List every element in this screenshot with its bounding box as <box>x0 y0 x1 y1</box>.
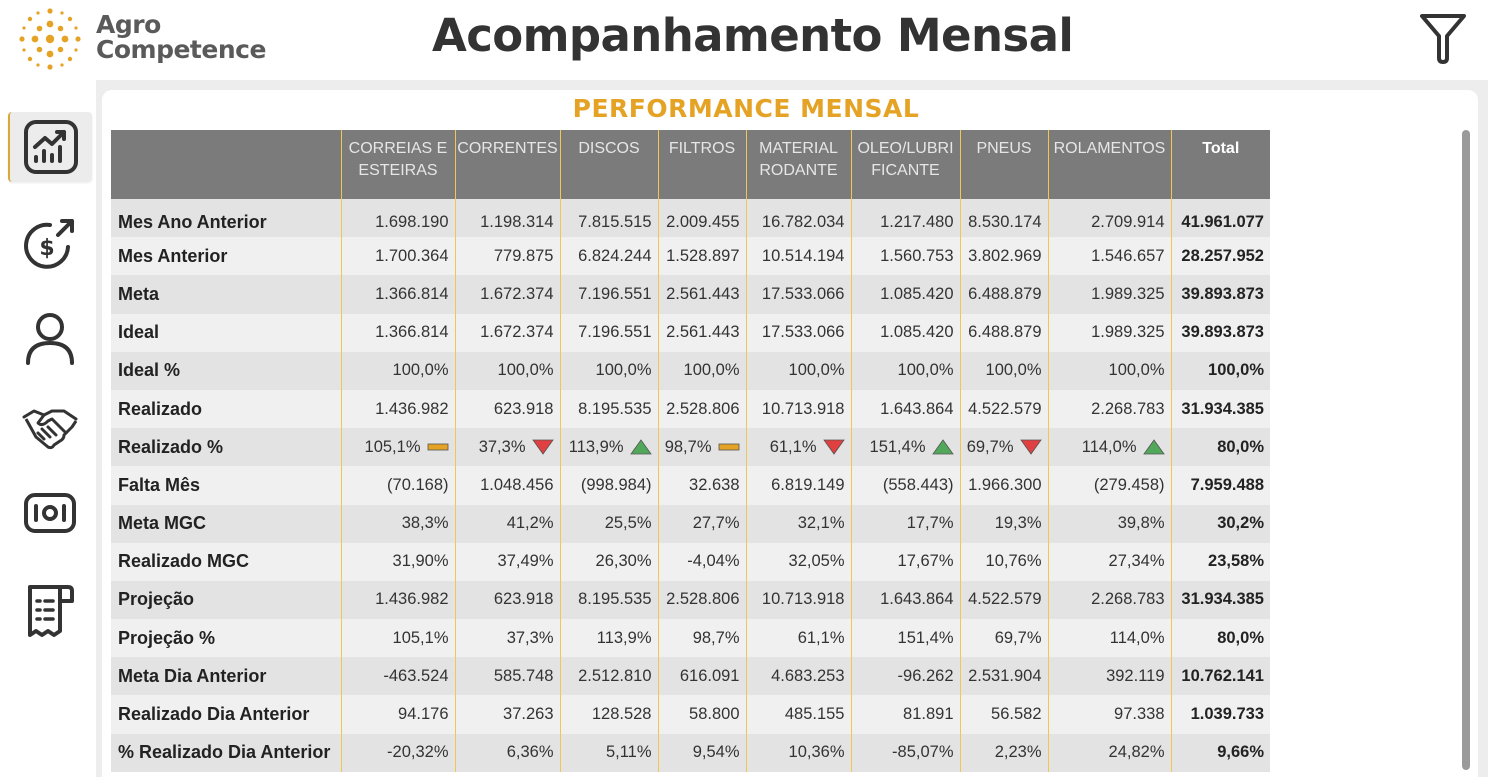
value-cell: 485.155 <box>746 695 851 733</box>
total-cell: 31.934.385 <box>1171 390 1270 428</box>
total-cell: 41.961.077 <box>1171 199 1270 237</box>
table-row[interactable] <box>111 352 1270 390</box>
value-cell: 10,76% <box>960 543 1048 581</box>
kpi-text: 61,1% <box>769 437 817 456</box>
value-cell: 8.195.535 <box>560 581 658 619</box>
value-cell: 100,0% <box>851 352 960 390</box>
total-cell: 30,2% <box>1171 505 1270 543</box>
header-row <box>111 130 1270 199</box>
table-row[interactable] <box>111 390 1270 428</box>
value-cell: 623.918 <box>455 581 560 619</box>
value-cell <box>746 428 851 466</box>
value-cell: 100,0% <box>960 352 1048 390</box>
trend-neutral-icon <box>427 439 449 455</box>
sidebar-item-clients[interactable] <box>8 302 92 372</box>
value-cell: (70.168) <box>341 466 455 504</box>
value-cell: 1.436.982 <box>341 581 455 619</box>
value-cell: 128.528 <box>560 695 658 733</box>
table-row[interactable] <box>111 428 1270 466</box>
value-cell: 4.522.579 <box>960 390 1048 428</box>
value-cell: 1.560.753 <box>851 237 960 275</box>
value-cell <box>341 428 455 466</box>
handshake-icon <box>20 397 80 457</box>
value-cell: 100,0% <box>658 352 746 390</box>
value-cell: 17,67% <box>851 543 960 581</box>
column-header[interactable]: DISCOS <box>560 130 658 199</box>
value-cell: 2.531.904 <box>960 657 1048 695</box>
value-cell: 97.338 <box>1048 695 1171 733</box>
svg-text:$: $ <box>39 236 55 261</box>
value-cell <box>658 428 746 466</box>
column-header[interactable]: MATERIAL RODANTE <box>746 130 851 199</box>
total-cell: 100,0% <box>1171 352 1270 390</box>
value-cell: 6.819.149 <box>746 466 851 504</box>
value-cell: 25,5% <box>560 505 658 543</box>
kpi-value <box>967 438 1042 457</box>
value-cell: 100,0% <box>341 352 455 390</box>
row-label: Meta <box>111 275 341 313</box>
table-row[interactable] <box>111 543 1270 581</box>
trend-neutral-icon <box>718 439 740 455</box>
value-cell <box>960 428 1048 466</box>
card-title: PERFORMANCE MENSAL <box>572 94 920 123</box>
total-cell: 39.893.873 <box>1171 314 1270 352</box>
value-cell: 27,34% <box>1048 543 1171 581</box>
column-header-total[interactable]: Total <box>1171 130 1270 199</box>
kpi-text: 37,3% <box>478 437 526 456</box>
value-cell: 7.815.515 <box>560 199 658 237</box>
value-cell: 1.672.374 <box>455 275 560 313</box>
value-cell: 3.802.969 <box>960 237 1048 275</box>
value-cell: 94.176 <box>341 695 455 733</box>
value-cell: 616.091 <box>658 657 746 695</box>
value-cell: 2.009.455 <box>658 199 746 237</box>
value-cell: 7.196.551 <box>560 275 658 313</box>
value-cell: 100,0% <box>746 352 851 390</box>
value-cell: -4,04% <box>658 543 746 581</box>
row-label: Realizado MGC <box>111 543 341 581</box>
value-cell: -20,32% <box>341 734 455 772</box>
table-row[interactable] <box>111 619 1270 657</box>
value-cell <box>455 428 560 466</box>
sidebar-item-partners[interactable] <box>8 392 92 462</box>
value-cell: 10,36% <box>746 734 851 772</box>
value-cell: (998.984) <box>560 466 658 504</box>
value-cell: 56.582 <box>960 695 1048 733</box>
value-cell: 39,8% <box>1048 505 1171 543</box>
value-cell: 61,1% <box>746 619 851 657</box>
value-cell: 37,3% <box>455 619 560 657</box>
value-cell: 19,3% <box>960 505 1048 543</box>
trend-up-icon <box>1143 439 1165 455</box>
sidebar-item-cash[interactable] <box>8 478 92 548</box>
kpi-text: 98,7% <box>664 437 712 456</box>
value-cell: 1.700.364 <box>341 237 455 275</box>
sidebar-item-orders[interactable] <box>8 574 92 644</box>
value-cell: 4.522.579 <box>960 581 1048 619</box>
total-cell: 9,66% <box>1171 734 1270 772</box>
total-cell: 1.039.733 <box>1171 695 1270 733</box>
value-cell: 6.824.244 <box>560 237 658 275</box>
value-cell: 1.643.864 <box>851 581 960 619</box>
kpi-text: 105,1% <box>364 437 421 456</box>
value-cell: (279.458) <box>1048 466 1171 504</box>
value-cell: 2.528.806 <box>658 390 746 428</box>
value-cell: 41,2% <box>455 505 560 543</box>
table-row[interactable] <box>111 734 1270 772</box>
row-label: Ideal <box>111 314 341 352</box>
value-cell: 2.561.443 <box>658 314 746 352</box>
value-cell: 7.196.551 <box>560 314 658 352</box>
row-label: Mes Anterior <box>111 237 341 275</box>
value-cell: 2.561.443 <box>658 275 746 313</box>
value-cell: 98,7% <box>658 619 746 657</box>
value-cell: 1.966.300 <box>960 466 1048 504</box>
value-cell: 1.546.657 <box>1048 237 1171 275</box>
money-growth-icon <box>20 213 80 273</box>
value-cell: 100,0% <box>560 352 658 390</box>
value-cell: 16.782.034 <box>746 199 851 237</box>
value-cell: -463.524 <box>341 657 455 695</box>
table-row[interactable] <box>111 275 1270 313</box>
row-label: Realizado <box>111 390 341 428</box>
value-cell: 4.683.253 <box>746 657 851 695</box>
kpi-value <box>1082 438 1165 457</box>
sidebar-item-performance[interactable] <box>8 112 92 182</box>
value-cell <box>851 428 960 466</box>
row-label: Realizado % <box>111 428 341 466</box>
chart-growth-icon <box>21 117 81 177</box>
total-cell: 31.934.385 <box>1171 581 1270 619</box>
value-cell: 1.217.480 <box>851 199 960 237</box>
kpi-value <box>665 438 740 457</box>
value-cell: -96.262 <box>851 657 960 695</box>
row-label: % Realizado Dia Anterior <box>111 734 341 772</box>
kpi-text: 151,4% <box>869 437 926 456</box>
value-cell: 1.672.374 <box>455 314 560 352</box>
value-cell: 623.918 <box>455 390 560 428</box>
value-cell: 8.530.174 <box>960 199 1048 237</box>
value-cell: 32,1% <box>746 505 851 543</box>
total-cell: 80,0% <box>1171 619 1270 657</box>
value-cell: 2.268.783 <box>1048 390 1171 428</box>
total-cell: 80,0% <box>1171 428 1270 466</box>
sun-logo-icon <box>14 4 86 74</box>
column-header[interactable]: CORRENTES <box>455 130 560 199</box>
row-label: Meta MGC <box>111 505 341 543</box>
value-cell: 38,3% <box>341 505 455 543</box>
value-cell: 8.195.535 <box>560 390 658 428</box>
value-cell: 100,0% <box>1048 352 1171 390</box>
column-header[interactable]: PNEUS <box>960 130 1048 199</box>
value-cell: 2,23% <box>960 734 1048 772</box>
trend-down-icon <box>823 439 845 455</box>
value-cell: 100,0% <box>455 352 560 390</box>
value-cell: 31,90% <box>341 543 455 581</box>
value-cell: 81.891 <box>851 695 960 733</box>
value-cell: 32,05% <box>746 543 851 581</box>
value-cell: 9,54% <box>658 734 746 772</box>
row-label: Meta Dia Anterior <box>111 657 341 695</box>
total-cell: 10.762.141 <box>1171 657 1270 695</box>
row-label: Realizado Dia Anterior <box>111 695 341 733</box>
corner-header <box>111 130 341 199</box>
row-label: Projeção % <box>111 619 341 657</box>
company-logo <box>14 4 274 74</box>
value-cell: 1.366.814 <box>341 314 455 352</box>
value-cell: 105,1% <box>341 619 455 657</box>
value-cell: 1.528.897 <box>658 237 746 275</box>
total-cell: 28.257.952 <box>1171 237 1270 275</box>
trend-down-icon <box>532 439 554 455</box>
value-cell: 113,9% <box>560 619 658 657</box>
filter-icon <box>1418 12 1468 66</box>
total-cell: 39.893.873 <box>1171 275 1270 313</box>
value-cell: -85,07% <box>851 734 960 772</box>
column-header[interactable]: OLEO/LUBRI FICANTE <box>851 130 960 199</box>
kpi-value <box>569 438 652 457</box>
row-label: Ideal % <box>111 352 341 390</box>
table-row[interactable] <box>111 695 1270 733</box>
row-label: Projeção <box>111 581 341 619</box>
value-cell: 1.989.325 <box>1048 275 1171 313</box>
receipt-icon <box>20 579 80 639</box>
value-cell: 2.709.914 <box>1048 199 1171 237</box>
column-header[interactable]: ROLAMENTOS <box>1048 130 1171 199</box>
value-cell: 1.085.420 <box>851 314 960 352</box>
sidebar <box>0 100 96 777</box>
value-cell: 779.875 <box>455 237 560 275</box>
table-row[interactable] <box>111 466 1270 504</box>
value-cell: 6,36% <box>455 734 560 772</box>
performance-matrix <box>111 130 1270 772</box>
value-cell: 1.048.456 <box>455 466 560 504</box>
value-cell: 17.533.066 <box>746 275 851 313</box>
value-cell: 1.198.314 <box>455 199 560 237</box>
table-row[interactable] <box>111 657 1270 695</box>
kpi-value <box>365 438 449 457</box>
table-row[interactable] <box>111 314 1270 352</box>
table-row[interactable] <box>111 581 1270 619</box>
table-row[interactable] <box>111 237 1270 275</box>
value-cell: 27,7% <box>658 505 746 543</box>
value-cell: 10.713.918 <box>746 581 851 619</box>
kpi-value <box>479 438 554 457</box>
value-cell: 5,11% <box>560 734 658 772</box>
performance-card <box>102 90 1478 777</box>
row-label: Falta Mês <box>111 466 341 504</box>
vertical-scrollbar[interactable] <box>1462 130 1470 770</box>
table-row[interactable] <box>111 199 1270 237</box>
value-cell: 2.512.810 <box>560 657 658 695</box>
value-cell: 10.713.918 <box>746 390 851 428</box>
value-cell: 6.488.879 <box>960 275 1048 313</box>
kpi-value <box>770 438 845 457</box>
value-cell: 37.263 <box>455 695 560 733</box>
value-cell: 37,49% <box>455 543 560 581</box>
trend-down-icon <box>1020 439 1042 455</box>
value-cell: 1.698.190 <box>341 199 455 237</box>
page-title: Acompanhamento Mensal <box>432 9 1074 62</box>
value-cell: 1.366.814 <box>341 275 455 313</box>
value-cell: 26,30% <box>560 543 658 581</box>
value-cell: 17.533.066 <box>746 314 851 352</box>
value-cell: 2.268.783 <box>1048 581 1171 619</box>
value-cell: 1.643.864 <box>851 390 960 428</box>
row-label: Mes Ano Anterior <box>111 199 341 237</box>
value-cell: 24,82% <box>1048 734 1171 772</box>
column-header[interactable]: CORREIAS E ESTEIRAS <box>341 130 455 199</box>
value-cell <box>560 428 658 466</box>
value-cell: 151,4% <box>851 619 960 657</box>
value-cell: 6.488.879 <box>960 314 1048 352</box>
total-cell: 23,58% <box>1171 543 1270 581</box>
cash-icon <box>20 483 80 543</box>
value-cell: 1.085.420 <box>851 275 960 313</box>
kpi-text: 114,0% <box>1081 437 1137 456</box>
kpi-text: 69,7% <box>966 437 1014 456</box>
value-cell <box>1048 428 1171 466</box>
value-cell: 58.800 <box>658 695 746 733</box>
value-cell: 392.119 <box>1048 657 1171 695</box>
value-cell: (558.443) <box>851 466 960 504</box>
trend-up-icon <box>932 439 954 455</box>
logo-text <box>96 12 266 62</box>
filter-button[interactable] <box>1418 12 1468 66</box>
value-cell: 585.748 <box>455 657 560 695</box>
value-cell: 2.528.806 <box>658 581 746 619</box>
total-cell: 7.959.488 <box>1171 466 1270 504</box>
value-cell: 69,7% <box>960 619 1048 657</box>
table-row[interactable] <box>111 505 1270 543</box>
trend-up-icon <box>630 439 652 455</box>
value-cell: 32.638 <box>658 466 746 504</box>
value-cell: 114,0% <box>1048 619 1171 657</box>
value-cell: 1.436.982 <box>341 390 455 428</box>
column-header[interactable]: FILTROS <box>658 130 746 199</box>
logo-line-1: Agro <box>96 10 161 39</box>
user-icon <box>20 307 80 367</box>
kpi-text: 113,9% <box>568 437 624 456</box>
value-cell: 10.514.194 <box>746 237 851 275</box>
value-cell: 17,7% <box>851 505 960 543</box>
logo-line-2: Competence <box>96 35 266 64</box>
value-cell: 1.989.325 <box>1048 314 1171 352</box>
kpi-value <box>870 438 954 457</box>
sidebar-item-finance[interactable] <box>8 208 92 278</box>
